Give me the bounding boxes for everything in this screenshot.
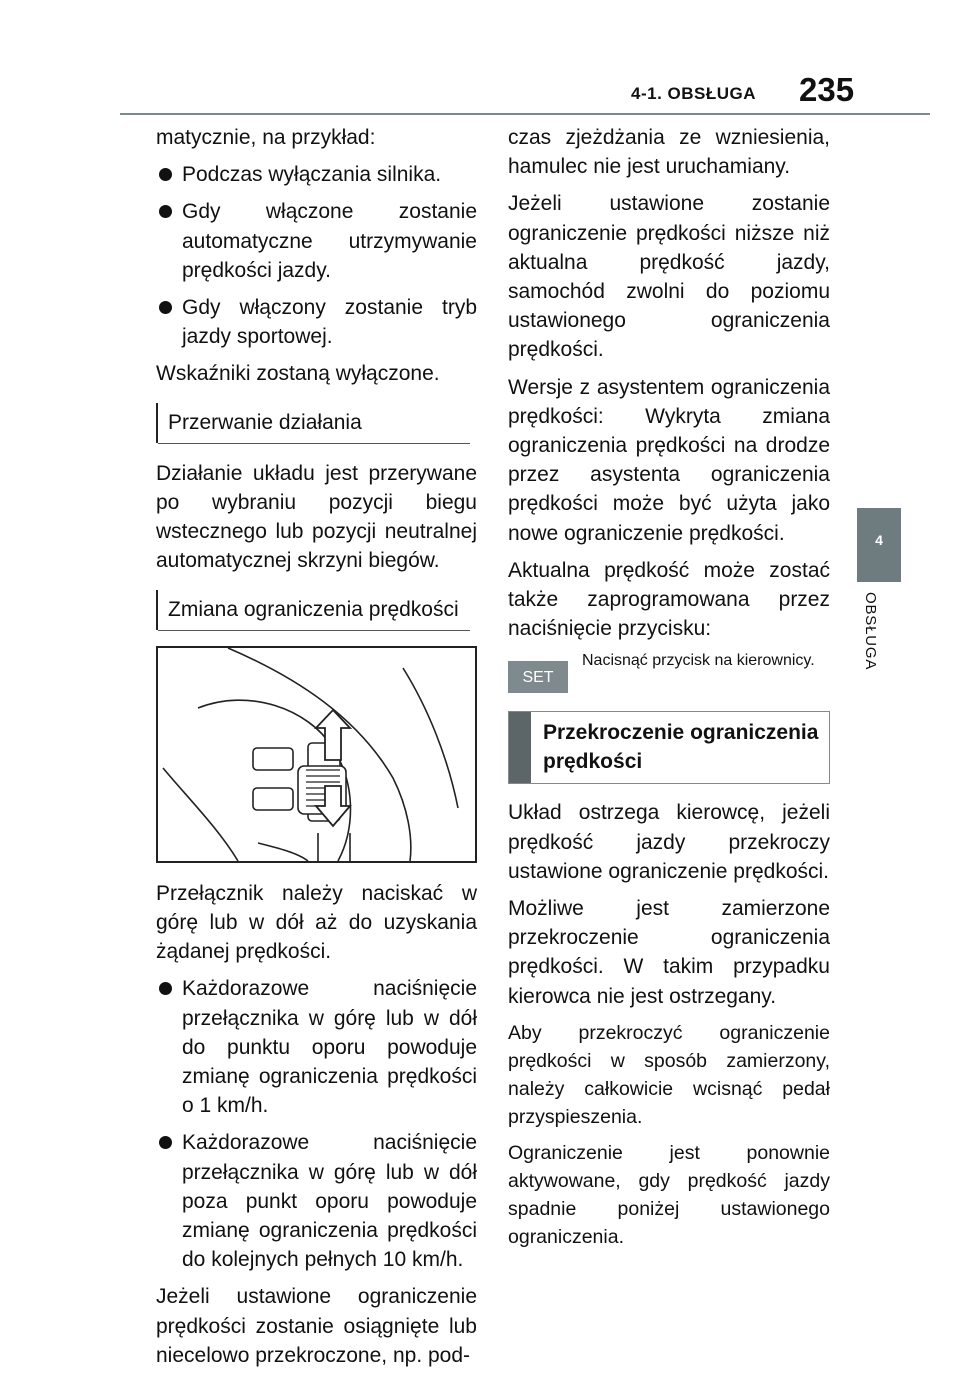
- header-rule: [120, 113, 930, 115]
- subheading-limit-change: Zmiana ograniczenia prędkości: [156, 590, 477, 630]
- reactivate-text: Ograniczenie jest ponownie aktywowane, gdy prędkość jazdy spadnie poniżej ustawionego ograniczenia.: [508, 1141, 830, 1248]
- subheading-interrupt: Przerwanie działania: [156, 403, 477, 443]
- left-column: [156, 123, 477, 1378]
- indicators-off-text: Wskaźniki zostaną wyłączone.: [156, 362, 440, 386]
- continuation-text: czas zjeżdżania ze wzniesienia, hamulec nie jest uruchamiany.: [508, 126, 830, 179]
- right-column: [508, 123, 830, 1259]
- steering-wheel-icon: [158, 648, 475, 861]
- how-to-text: Aby przekroczyć ograniczenie prędkości w sposób zamierzony, należy całkowicie wcisnąć pedał przyspieszenia.: [508, 1021, 830, 1128]
- warning-text: Układ ostrzega kierowcę, jeżeli prędkość jazdy przekroczy ustawione ograniczenie prędkości.: [508, 801, 830, 883]
- list-item: Każdorazowe naciśnięcie przełącznika w górę lub w dół do punktu oporu powoduje zmianę ograniczenia prędkości o 1 km/h.: [156, 974, 477, 1120]
- set-button-instruction: [508, 651, 830, 693]
- assist-text: Wersje z asystentem ograniczenia prędkości: Wykryta zmiana ograniczenia prędkości na drodze przez asystenta ograniczenia prędkości może być użyta jako nowe ograniczenie prędkości.: [508, 375, 830, 545]
- chapter-number: 4: [875, 532, 883, 548]
- interrupt-text: Działanie układu jest przerywane po wybraniu pozycji biegu wstecznego lub pozycji neutralnej automatycznej skrzyni biegów.: [156, 461, 477, 573]
- list-item: Każdorazowe naciśnięcie przełącznika w górę lub w dół poza punkt oporu powoduje zmianę ograniczenia prędkości do kolejnych pełnych 10 km/h.: [156, 1128, 477, 1274]
- page-number: 235: [799, 71, 855, 108]
- chapter-label: OBSŁUGA: [862, 592, 879, 671]
- caution-bar: [509, 712, 531, 783]
- caution-box: [508, 711, 830, 784]
- list-item: Gdy włączony zostanie tryb jazdy sportowej.: [156, 293, 477, 351]
- program-text: Aktualna prędkość może zostać także zaprogramowana przez naciśnięcie przycisku:: [508, 558, 830, 641]
- list-item: Podczas wyłączania silnika.: [156, 160, 477, 189]
- lower-limit-text: Jeżeli ustawione zostanie ograniczenie prędkości niższe niż aktualna prędkość jazdy, samochód zwolni do poziomu ustawionego ograniczenia prędkości.: [508, 192, 830, 362]
- intentional-text: Możliwe jest zamierzone przekroczenie ograniczenia prędkości. W takim przypadku kierowca nie jest ostrzegany.: [508, 897, 830, 1008]
- exceeded-text: Jeżeli ustawione ograniczenie prędkości zostanie osiągnięte lub niecelowo przekroczone, np. pod-: [156, 1285, 477, 1367]
- section-label: 4-1. OBSŁUGA: [631, 84, 757, 103]
- set-button-icon: SET: [508, 661, 568, 693]
- caution-title: Przekroczenie ograniczenia prędkości: [543, 721, 819, 774]
- list-item: Gdy włączone zostanie automatyczne utrzymywanie prędkości jazdy.: [156, 197, 477, 285]
- steering-wheel-switch-illustration: [156, 646, 477, 863]
- set-instruction-text: Nacisnąć przycisk na kierownicy.: [582, 652, 815, 670]
- switch-text: Przełącznik należy naciskać w górę lub w dół aż do uzyskania żądanej prędkości.: [156, 881, 477, 964]
- intro-text: matycznie, na przykład:: [156, 126, 376, 149]
- chapter-tab: [857, 508, 901, 582]
